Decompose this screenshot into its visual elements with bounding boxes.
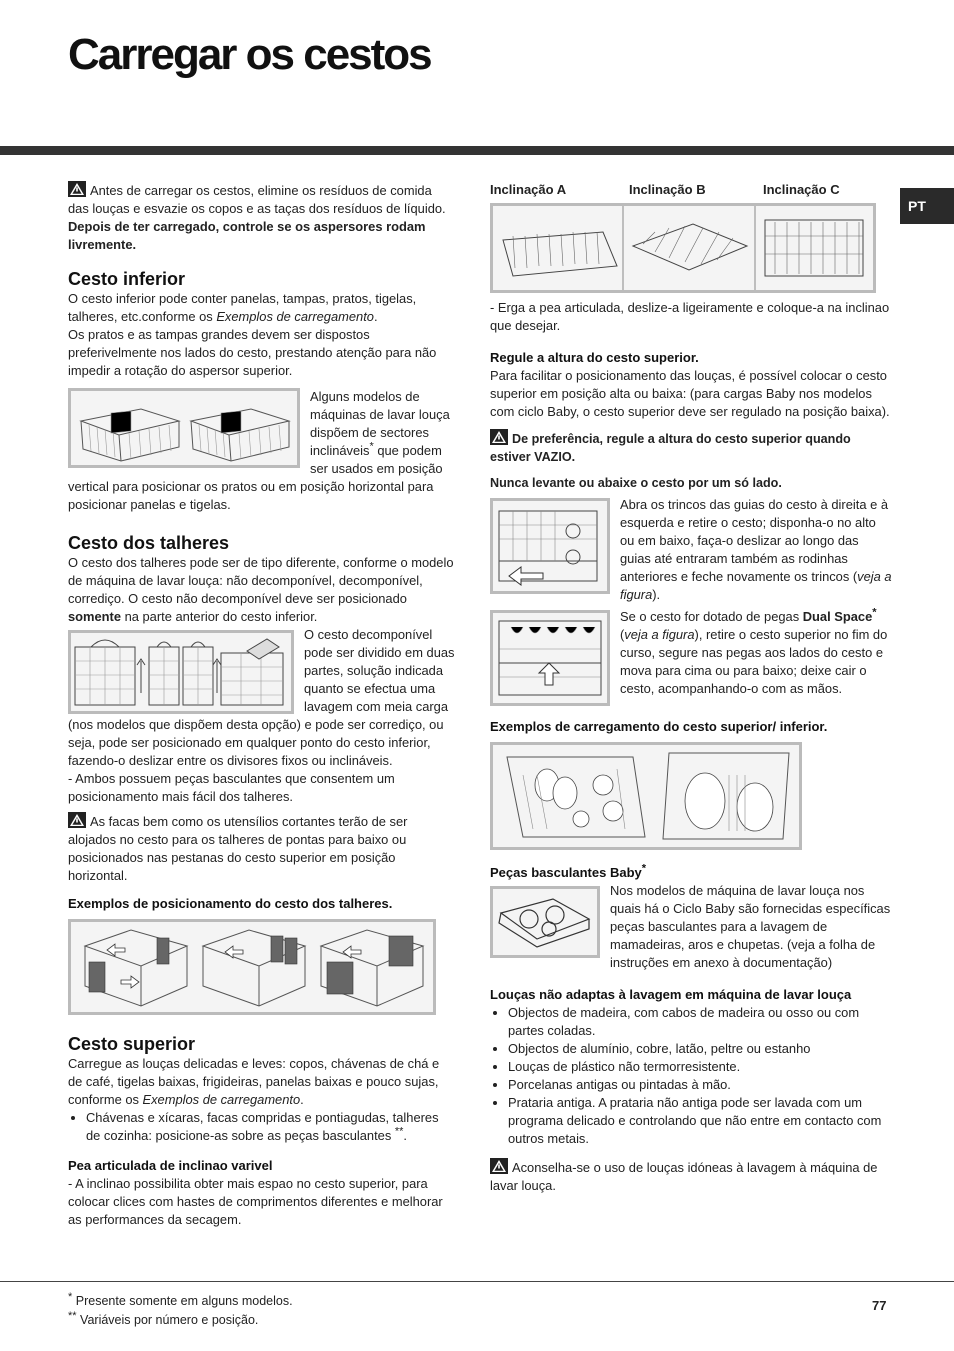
inclinacao-labels — [490, 181, 892, 199]
heading-cesto-inferior: Cesto inferior — [68, 269, 186, 289]
cesto-talheres-p3: - Ambos possuem peças basculantes que consentem um posicionamento mais fácil dos talheres. — [68, 771, 395, 804]
cesto-inferior-p3: Alguns modelos de máquinas de lavar louça dispõem de sectores inclináveis* que podem ser usados em posição vertical para posicionar os pratos ou em posição horizontal para posicionar panelas e tigelas. — [68, 389, 450, 512]
intro-warning: Antes de carregar os cestos, elimine os resíduos de comida das louças e esvazie os copos e as taças dos resíduos de líquido. — [68, 183, 446, 216]
intro-bold: Depois de ter carregado, controle se os aspersores rodam livremente. — [68, 219, 426, 252]
inclinacao-figure — [490, 203, 876, 293]
pea-articulada-heading: Pea articulada de inclinao varivel — [68, 1158, 273, 1173]
cesto-inferior-p1: O cesto inferior pode conter panelas, tampas, pratos, tigelas, talheres, etc.conforme os Exemplos de carregamento. — [68, 291, 417, 324]
exemplos-heading: Exemplos de carregamento do cesto superior/ inferior. — [490, 719, 828, 734]
cesto-superior-p1: Carregue as louças delicadas e leves: copos, chávenas de chá e de café, tigelas baixas, frigideiras, panelas baixas e pouco sujas, conforme os Exemplos de carregamento. — [68, 1056, 440, 1107]
heading-cesto-talheres: Cesto dos talheres — [68, 533, 230, 553]
label-inclinacao-a: Inclinação A — [490, 182, 567, 197]
cesto-superior-list — [68, 1109, 456, 1145]
regule-warning: De preferência, regule a altura do cesto superior quando estiver VAZIO. — [490, 429, 892, 466]
page-title: Carregar os cestos — [68, 30, 431, 79]
loading-examples-figure — [490, 742, 802, 850]
nao-adaptas-list — [490, 1004, 892, 1148]
page-number: 77 — [872, 1298, 887, 1313]
list-item: • Porcelanas antigas ou pintadas à mão. — [508, 1076, 892, 1094]
trincos-text: Abra os trincos das guias do cesto à direita e à esquerda e retire o cesto; disponha-o no alto ou em baixo, faça-o deslizar ao longo das guias até entraram também as rodinhas anteriores e feche novamente os trincos (veja a figura). — [620, 497, 892, 602]
footnotes — [68, 1292, 293, 1330]
list-item: • Louças de plástico não termorresistente. — [508, 1058, 892, 1076]
regule-heading: Regule a altura do cesto superior. — [490, 350, 699, 365]
cesto-inferior-p2: Os pratos e as tampas grandes devem ser dispostos preferivelmente nos lados do cesto, prestando atenção para não impedir a rotação do aspersor superior. — [68, 327, 437, 378]
header-rule — [0, 146, 954, 155]
list-item: • Objectos de madeira, com cabos de madeira ou osso ou com partes coladas. — [508, 1004, 892, 1040]
list-item: • Prataria antiga. A prataria não antiga pode ser lavada com um programa delicado e controlando que não entre em contacto com outros metais. — [508, 1094, 892, 1148]
right-column — [490, 181, 892, 1195]
label-inclinacao-b: Inclinação B — [629, 182, 706, 197]
cesto-talheres-p2: O cesto decomponível pode ser dividido em duas partes, solução indicada quanto se efectua uma lavagem com meia carga (nos modelos que dispõem desta opção) e pode ser corrediço, ou seja, pode ser posicionado em qualquer ponto do cesto inferior, fazendo-o deslizar entre os divisores fixos ou inclináveis. — [68, 627, 455, 768]
list-item: • Objectos de alumínio, cobre, latão, peltre ou estanho — [508, 1040, 892, 1058]
warning-icon — [490, 1158, 508, 1174]
nao-adaptas-heading: Louças não adaptas à lavagem em máquina de lavar louça — [490, 987, 852, 1002]
baby-text: Nos modelos de máquina de lavar louça nos quais há o Ciclo Baby são fornecidas específicas peças basculantes para a lavagem de mamadeiras, aros e chupetas. (veja a folha de instruções em anexo à documentação) — [610, 883, 891, 970]
cesto-talheres-warning: As facas bem como os utensílios cortantes terão de ser alojados no cesto para os talheres de pontas para baixo ou posicionados nas pestanas do cesto superior em posição horizontal. — [68, 814, 408, 883]
warning-icon — [490, 429, 508, 445]
lower-basket-figure — [68, 388, 300, 468]
dual-space-text: Se o cesto for dotado de pegas Dual Space* (veja a figura), retire o cesto superior no fim do curso, segure nas pegas aos lados do cesto e mova para cima ou para baixo; deixe cair o cesto, acompanhando-o com as mãos. — [620, 606, 888, 696]
rail-latch-figure — [490, 498, 610, 594]
footnote-1: * Presente somente em alguns modelos. — [68, 1290, 293, 1308]
pea-articulada-text: - A inclinao possibilita obter mais espao no cesto superior, para colocar clices com hastes de comprimentos diferentes e melhorar as performances da secagem. — [68, 1176, 443, 1227]
footer-rule — [0, 1281, 954, 1282]
baby-heading: Peças basculantes Baby* — [490, 862, 647, 880]
warning-icon — [68, 181, 86, 197]
nao-adaptas-warning: Aconselha-se o uso de louças idóneas à lavagem à máquina de lavar louça. — [490, 1160, 878, 1193]
footnote-2: ** Variáveis por número e posição. — [68, 1309, 259, 1327]
cesto-talheres-p1: O cesto dos talheres pode ser de tipo diferente, conforme o modelo de máquina de lavar louça: não decomponível, decomponível, corrediço. O cesto não decomponível deve ser posicionado somente na parte anterior do cesto inferior. — [68, 555, 454, 624]
heading-cesto-superior: Cesto superior — [68, 1034, 196, 1054]
baby-parts-figure — [490, 886, 600, 958]
dual-space-figure — [490, 610, 610, 706]
inclinacao-text: - Erga a pea articulada, deslize-a ligeiramente e coloque-a na inclinao que desejar. — [490, 300, 890, 333]
list-item: • Chávenas e xícaras, facas compridas e pontiagudas, talheres de cozinha: posicione-as sobre as peças basculantes **. — [86, 1109, 456, 1145]
language-tab: PT — [900, 188, 954, 224]
cutlery-examples-heading: Exemplos de posicionamento do cesto dos talheres. — [68, 896, 393, 911]
regule-text: Para facilitar o posicionamento das louças, é possível colocar o cesto superior em posição alta ou baixa: (para cargas Baby nos modelos com ciclo Baby, o cesto superior deve ser regulado na posição baixa). — [490, 368, 890, 419]
warning-icon — [68, 812, 86, 828]
left-column — [68, 181, 456, 1229]
label-inclinacao-c: Inclinação C — [763, 182, 840, 197]
regule-bold2: Nunca levante ou abaixe o cesto por um só lado. — [490, 476, 782, 490]
cutlery-basket-figure — [68, 630, 294, 714]
cutlery-examples-figure — [68, 919, 436, 1015]
